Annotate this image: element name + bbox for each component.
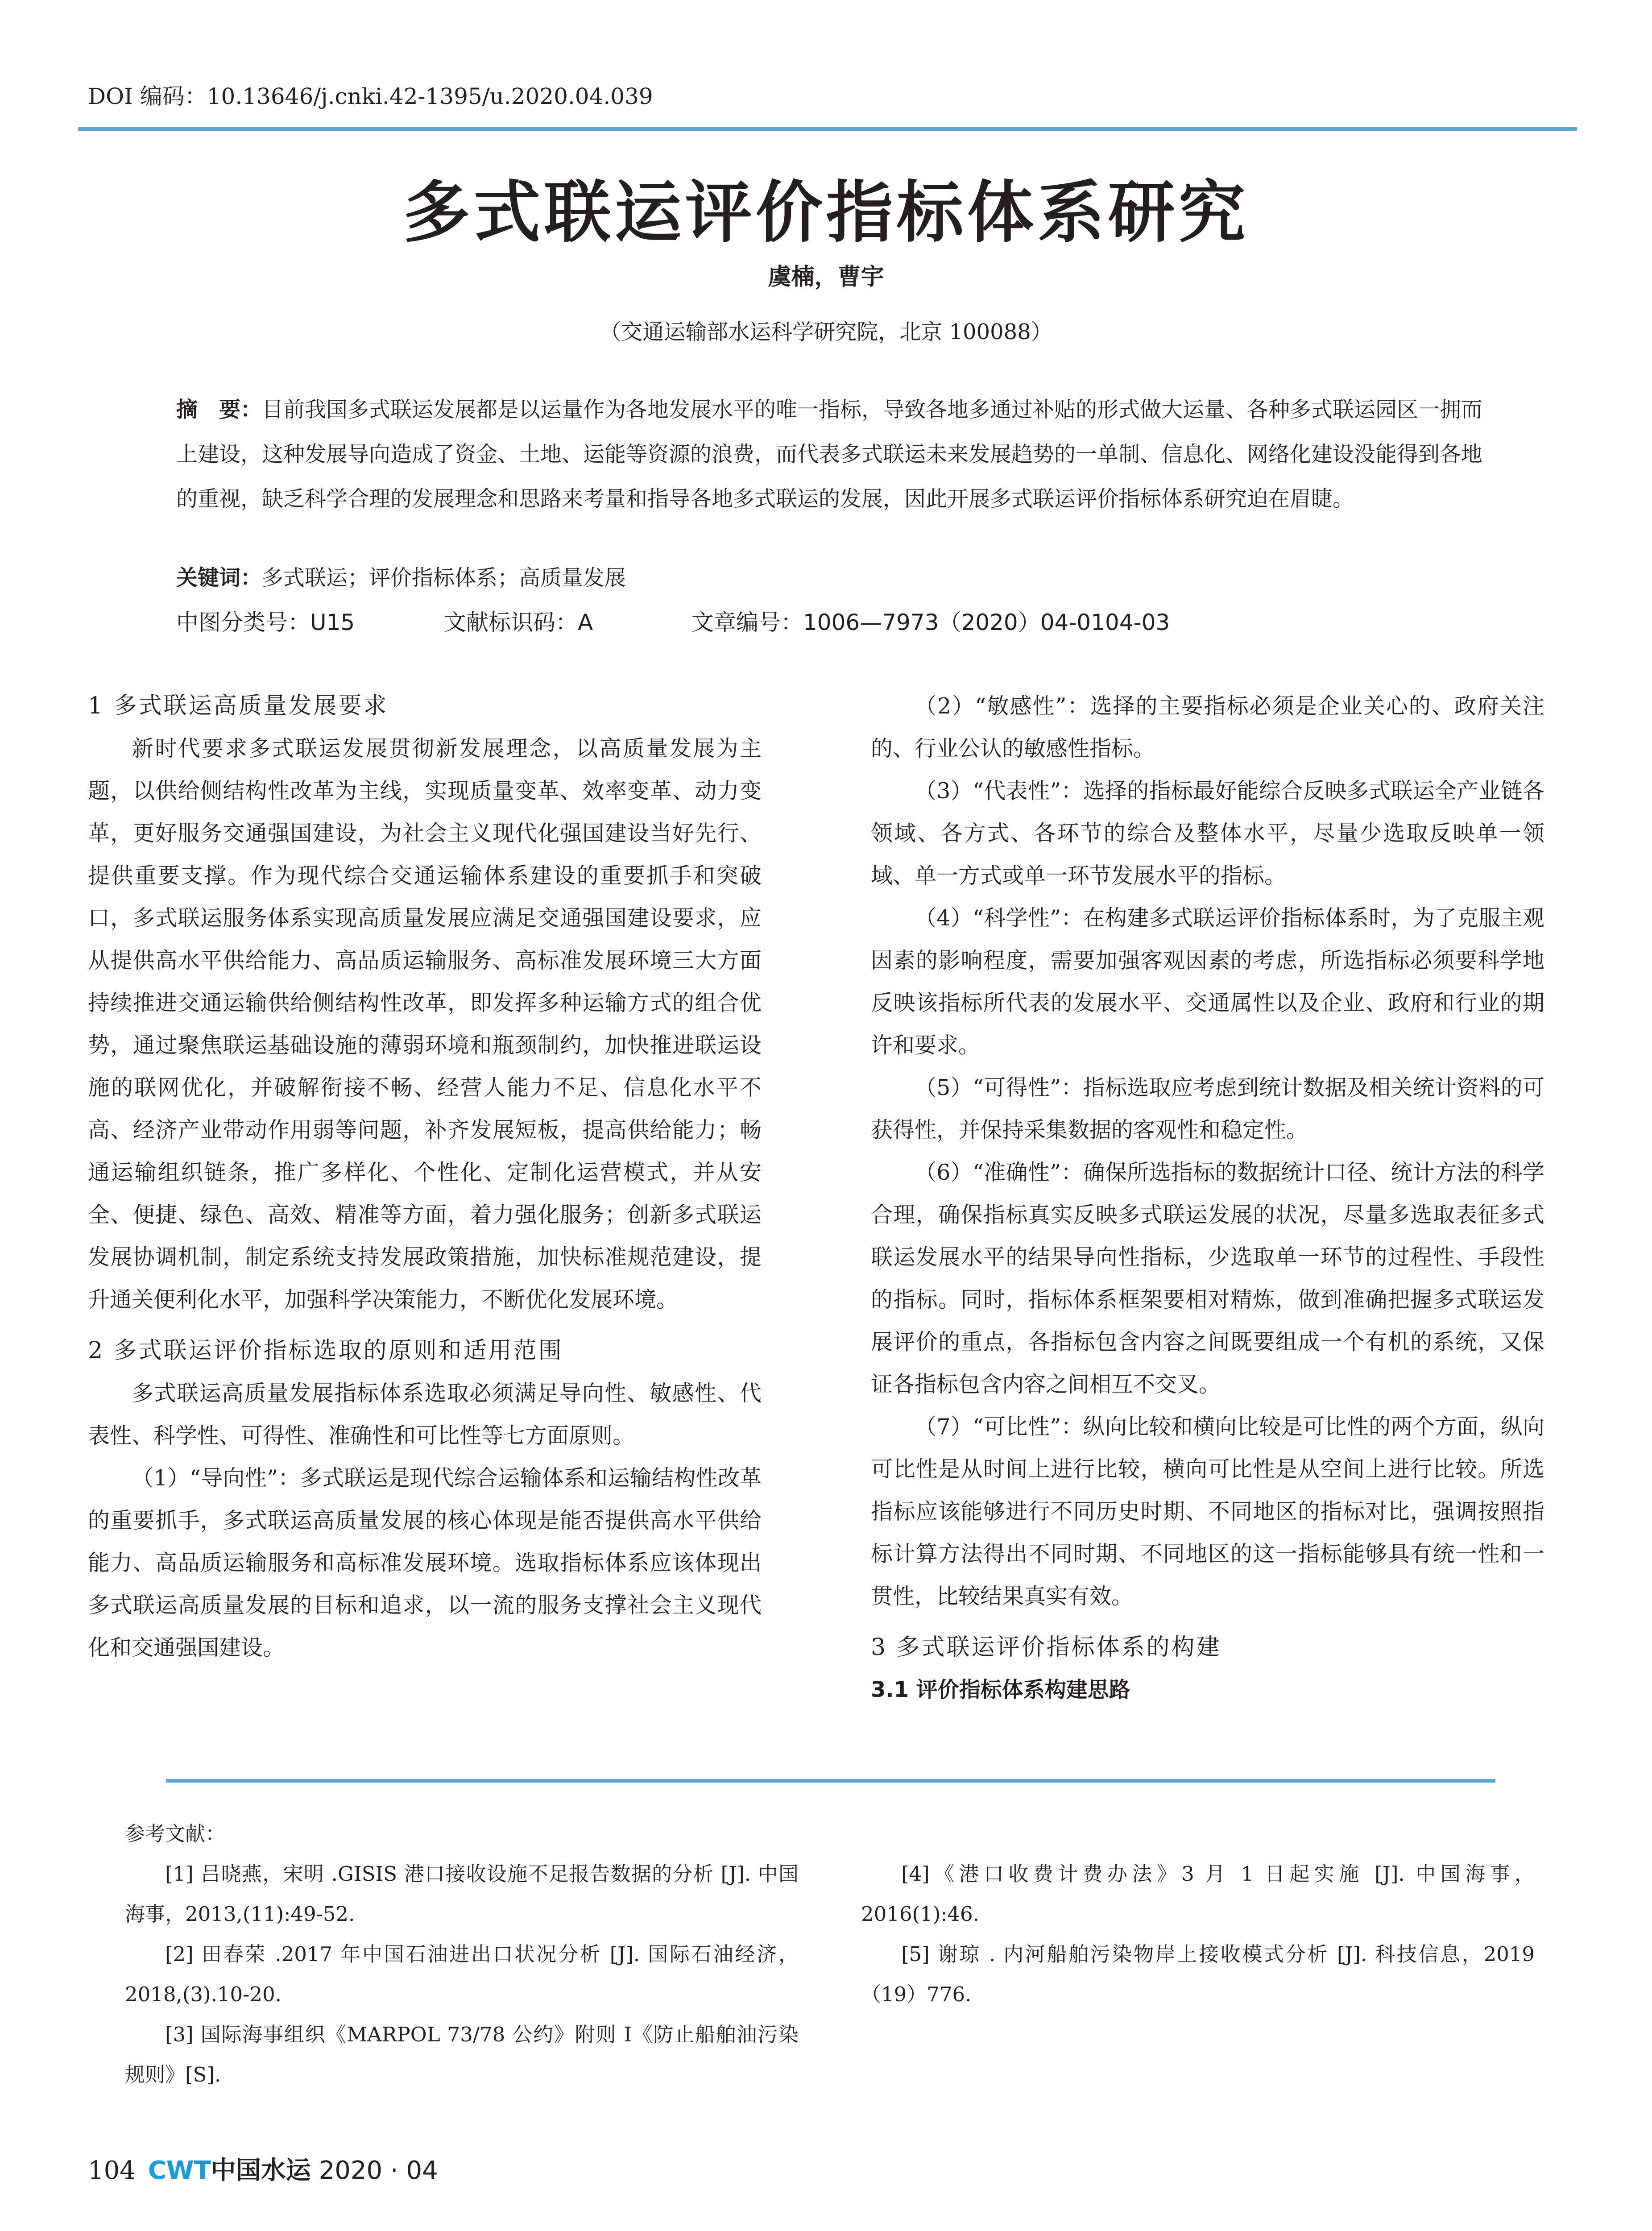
reference-1: [1] 吕晓燕，宋明 .GISIS 港口接收设施不足报告数据的分析 [J]. 中国海事，2013,(11):49-52. <box>125 1862 799 1926</box>
brand-logo: CWT <box>148 2156 211 2185</box>
references-left <box>125 1814 799 2095</box>
principle-accuracy: （6）“准确性”：确保所选指标的数据统计口径、统计方法的科学合理，确保指标真实反映多式联运发展的状况，尽量多选取表征多式联运发展水平的结果导向性指标，少选取单一环节的过程性、手段性的指标。同时，指标体系框架要相对精炼，做到准确把握多式联运发展评价的重点，各指标包含内容之间既要组成一个有机的系统，又保证各指标包含内容之间相互不交叉。 <box>871 1160 1544 1397</box>
reference-3: [3] 国际海事组织《MARPOL 73/78 公约》附则 I《防止船舶油污染规则》[S]. <box>125 2023 799 2086</box>
principle-comparability: （7）“可比性”：纵向比较和横向比较是可比性的两个方面，纵向可比性是从时间上进行比较，横向可比性是从空间上进行比较。所选指标应该能够进行不同历史时期、不同地区的指标对比，强调按照指标计算方法得出不同时期、不同地区的这一指标能够具有统一性和一贯性，比较结果真实有效。 <box>871 1414 1544 1609</box>
principle-guidance: （1）“导向性”：多式联运是现代综合运输体系和运输结构性改革的重要抓手，多式联运高质量发展的核心体现是能否提供高水平供给能力、高品质运输服务和高标准发展环境。选取指标体系应该体现出多式联运高质量发展的目标和追求，以一流的服务支撑社会主义现代化和交通强国建设。 <box>88 1465 762 1660</box>
section-2-heading: 2 多式联运评价指标选取的原则和适用范围 <box>88 1337 563 1364</box>
section-3-heading: 3 多式联运评价指标体系的构建 <box>871 1634 1221 1661</box>
references-right <box>861 1814 1535 2015</box>
abstract-label: 摘 要： <box>176 397 262 422</box>
principle-scientific: （4）“科学性”：在构建多式联运评价指标体系时，为了克服主观因素的影响程度，需要加强客观因素的考虑，所选指标必须要科学地反映该指标所代表的发展水平、交通属性以及企业、政府和行业的期许和要求。 <box>871 905 1544 1058</box>
reference-4: [4]《港口收费计费办法》3 月 1 日起实施 [J]. 中国海事，2016(1):46. <box>861 1862 1535 1926</box>
page-number: 104 <box>88 2156 136 2185</box>
reference-2: [2] 田春荣 .2017 年中国石油进出口状况分析 [J]. 国际石油经济，2018,(3).10-20. <box>125 1942 799 2006</box>
affiliation: （交通运输部水运科学研究院，北京 100088） <box>600 319 1052 344</box>
right-column <box>871 685 1544 1711</box>
principle-sensitivity: （2）“敏感性”：选择的主要指标必须是企业关心的、政府关注的、行业公认的敏感性指标。 <box>871 693 1544 761</box>
reference-5: [5] 谢琼 . 内河船舶污染物岸上接收模式分析 [J]. 科技信息，2019（19）776. <box>861 1942 1535 2006</box>
classification-line <box>176 600 1170 645</box>
authors: 虞楠，曹宇 <box>768 264 884 290</box>
issue-number: 2020 · 04 <box>319 2156 438 2185</box>
references-rule <box>166 1779 1495 1783</box>
principle-availability: （5）“可得性”：指标选取应考虑到统计数据及相关统计资料的可获得性，并保持采集数据的客观性和稳定性。 <box>871 1075 1544 1143</box>
doi-line: DOI 编码：10.13646/j.cnki.42-1395/u.2020.04.039 <box>88 83 653 109</box>
abstract <box>176 387 1497 521</box>
section-1-heading: 1 多式联运高质量发展要求 <box>88 693 389 719</box>
document-code: 文献标识码：A <box>444 610 593 635</box>
header-rule <box>78 127 1577 131</box>
magazine-name: 中国水运 <box>211 2156 311 2185</box>
section-1-paragraph: 新时代要求多式联运发展贯彻新发展理念，以高质量发展为主题，以供给侧结构性改革为主线，实现质量变革、效率变革、动力变革，更好服务交通强国建设，为社会主义现代化强国建设当好先行、提供重要支撑。作为现代综合交通运输体系建设的重要抓手和突破口，多式联运服务体系实现高质量发展应满足交通强国建设要求，应从提供高水平供给能力、高品质运输服务、高标准发展环境三大方面持续推进交通运输供给侧结构性改革，即发挥多种运输方式的组合优势，通过聚焦联运基础设施的薄弱环境和瓶颈制约，加快推进联运设施的联网优化，并破解衔接不畅、经营人能力不足、信息化水平不高、经济产业带动作用弱等问题，补齐发展短板，提高供给能力；畅通运输组织链条，推广多样化、个性化、定制化运营模式，并从安全、便捷、绿色、高效、精准等方面，着力强化服务；创新多式联运发展协调机制，制定系统支持发展政策措施，加快标准规范建设，提升通关便利化水平，加强科学决策能力，不断优化发展环境。 <box>88 736 762 1312</box>
section-3-1-heading: 3.1 评价指标体系构建思路 <box>871 1677 1130 1702</box>
abstract-text: 目前我国多式联运发展都是以运量作为各地发展水平的唯一指标，导致各地多通过补贴的形式做大运量、各种多式联运园区一拥而上建设，这种发展导向造成了资金、土地、运能等资源的浪费，而代表多式联运未来发展趋势的一单制、信息化、网络化建设没能得到各地的重视，缺乏科学合理的发展理念和思路来考量和指导各地多式联运的发展，因此开展多式联运评价指标体系研究迫在眉睫。 <box>176 397 1483 511</box>
principle-representativeness: （3）“代表性”：选择的指标最好能综合反映多式联运全产业链各领域、各方式、各环节的综合及整体水平，尽量少选取反映单一领域、单一方式或单一环节发展水平的指标。 <box>871 778 1544 888</box>
keywords-label: 关键词： <box>176 565 262 590</box>
article-number: 文章编号：1006—7973（2020）04-0104-03 <box>691 610 1170 635</box>
keywords <box>176 556 1497 600</box>
keywords-text: 多式联运；评价指标体系；高质量发展 <box>262 565 626 590</box>
left-column <box>88 685 762 1669</box>
paper-title: 多式联运评价指标体系研究 <box>403 173 1249 252</box>
clc-number: 中图分类号：U15 <box>176 610 355 635</box>
section-2-paragraph: 多式联运高质量发展指标体系选取必须满足导向性、敏感性、代表性、科学性、可得性、准确性和可比性等七方面原则。 <box>88 1381 762 1448</box>
page-footer <box>88 2151 438 2186</box>
references-heading: 参考文献： <box>125 1822 226 1845</box>
